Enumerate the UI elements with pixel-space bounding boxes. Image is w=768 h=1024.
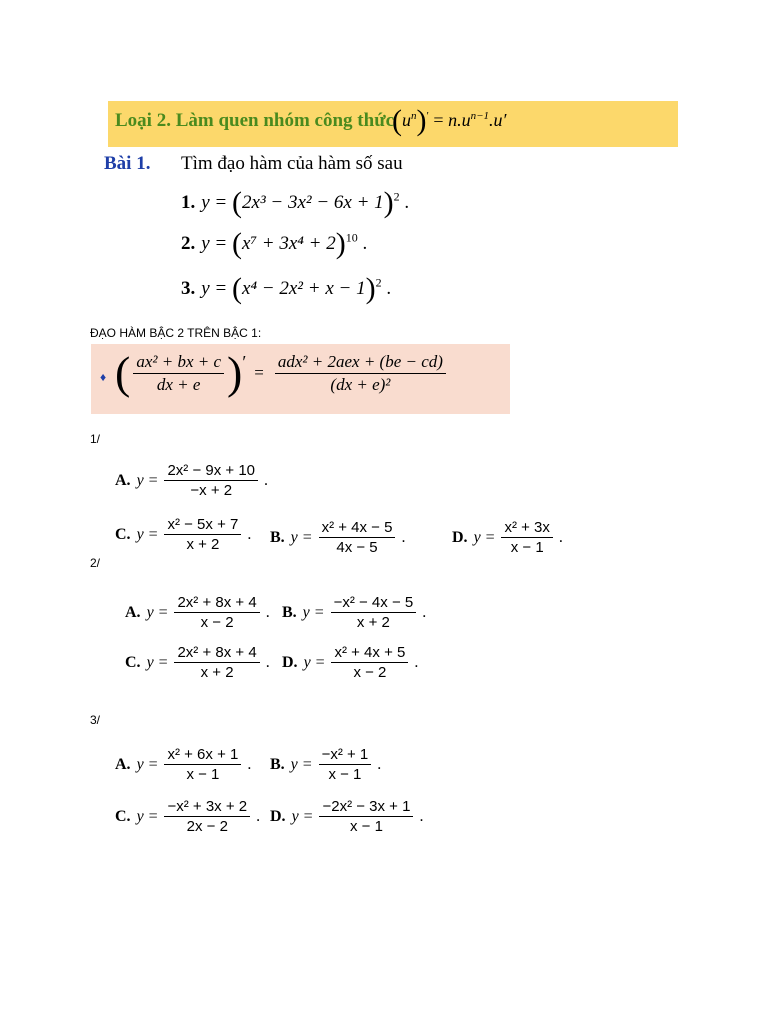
- q3-option-c: C. y = $\frac{\text{−x² + 3x + 2}}{2x - 2}$ .: [115, 798, 261, 836]
- question-1-label: 1/: [90, 432, 101, 446]
- q1-option-a: A. y = $\frac{\text{2x² − 9x + 10}}{-x + 2}$ .: [115, 462, 269, 500]
- problem-2: 2. $y = (x^7 + 3x^4 + 2)^{10}$ .: [181, 227, 368, 260]
- q3-option-d: D. y = $\frac{\text{−2x² − 3x + 1}}{x - 1}$ .: [270, 798, 424, 836]
- rule-rhs-fraction: $\frac{\text{adx² + 2aex + (be − cd)}}{\text{(dx + e)²}}$: [275, 352, 446, 394]
- q1-option-b: B. y = $\frac{\text{x² + 4x − 5}}{4x - 5}$ .: [270, 519, 406, 557]
- diamond-bullet-icon: ♦: [100, 370, 107, 384]
- q1-option-d: D. y = $\frac{\text{x² + 3x}}{x - 1}$ .: [452, 519, 563, 557]
- problem-3: 3. $y = (x^4 - 2x^2 + x - 1)^2$ .: [181, 272, 392, 305]
- q2-option-b: B. y = $\frac{\text{−x² − 4x − 5}}{x + 2}$ .: [282, 594, 427, 632]
- q3-option-a: A. y = $\frac{\text{x² + 6x + 1}}{x - 1}$ .: [115, 746, 252, 784]
- q2-option-c: C. y = $\frac{\text{2x² + 8x + 4}}{x + 2}$ .: [125, 644, 270, 682]
- derivative-rule: ( $\frac{\text{ax² + bx + c}}{dx + e}$ ) ′ = $\frac{\text{adx² + 2aex + (be − cd)}}{\text{(dx + e)²}}$: [115, 350, 449, 396]
- q1-option-c: C. y = $\frac{\text{x² − 5x + 7}}{x + 2}$ .: [115, 516, 252, 554]
- q2-option-d: D. y = $\frac{\text{x² + 4x + 5}}{x - 2}$ .: [282, 644, 419, 682]
- exercise-instruction: Tìm đạo hàm của hàm số sau: [181, 153, 403, 174]
- q3-option-b: B. y = $\frac{\text{−x² + 1}}{x - 1}$ .: [270, 746, 382, 784]
- heading-title: Loại 2. Làm quen nhóm công thức: [115, 110, 395, 131]
- question-2-label: 2/: [90, 556, 101, 570]
- question-3-label: 3/: [90, 713, 101, 727]
- heading-formula: $(u^n)' = n.u^{n-1}.u'$: [392, 104, 507, 137]
- problem-1: 1. $y = (2x^3 - 3x^2 - 6x + 1)^2$ .: [181, 186, 410, 219]
- section-heading: ĐẠO HÀM BẬC 2 TRÊN BẬC 1:: [90, 326, 262, 340]
- q2-option-a: A. y = $\frac{\text{2x² + 8x + 4}}{x - 2}$ .: [125, 594, 270, 632]
- rule-lhs-fraction: $\frac{\text{ax² + bx + c}}{dx + e}$: [133, 352, 224, 394]
- exercise-label: Bài 1.: [104, 153, 151, 174]
